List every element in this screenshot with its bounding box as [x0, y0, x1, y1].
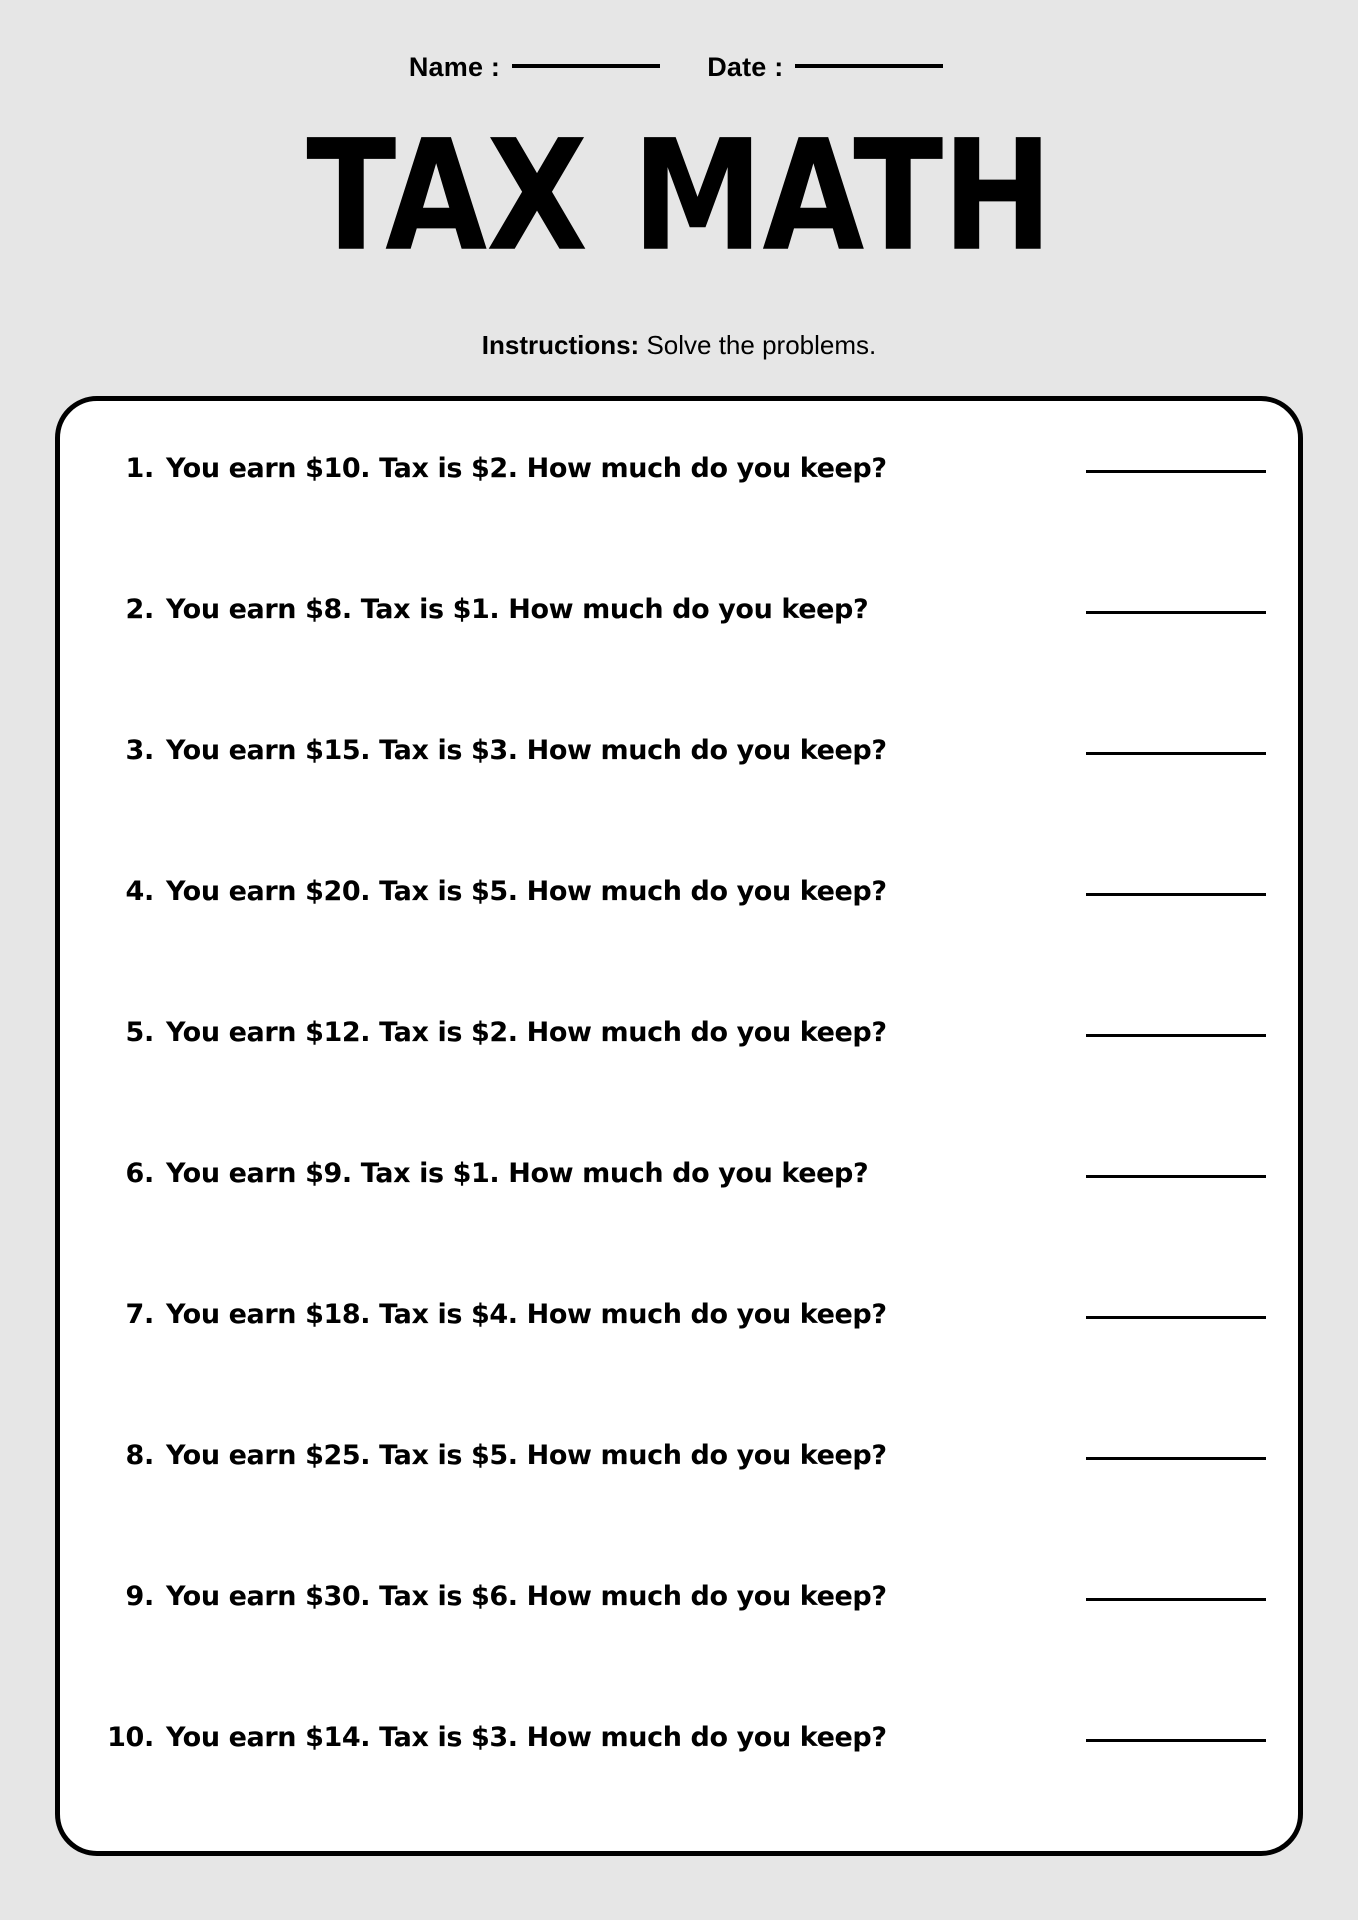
name-date-row — [0, 52, 1358, 83]
problem-list — [60, 401, 1298, 1851]
answer-blank-line[interactable] — [1086, 1316, 1266, 1319]
instructions-label: Instructions: — [481, 330, 640, 360]
answer-blank-line[interactable] — [1086, 470, 1266, 473]
problem-row — [82, 594, 1276, 735]
problem-row — [82, 1017, 1276, 1158]
problem-text: You earn $10. Tax is $2. How much do you keep? — [166, 453, 887, 484]
answer-blank-line[interactable] — [1086, 1457, 1266, 1460]
answer-blank-line[interactable] — [1086, 1034, 1266, 1037]
problem-number: 7. — [125, 1299, 154, 1330]
answer-blank-line[interactable] — [1086, 611, 1266, 614]
problem-row — [82, 1722, 1276, 1863]
problem-text: You earn $18. Tax is $4. How much do you keep? — [166, 1299, 887, 1330]
instructions-text: Solve the problems. — [639, 330, 877, 360]
problem-row — [82, 453, 1276, 594]
problem-number: 8. — [125, 1440, 154, 1471]
problem-row — [82, 1581, 1276, 1722]
problem-number: 5. — [125, 1017, 154, 1048]
answer-blank-line[interactable] — [1086, 752, 1266, 755]
problem-text: You earn $12. Tax is $2. How much do you keep? — [166, 1017, 887, 1048]
problem-row — [82, 1158, 1276, 1299]
problem-row — [82, 735, 1276, 876]
answer-blank-line[interactable] — [1086, 1739, 1266, 1742]
problem-text: You earn $15. Tax is $3. How much do you keep? — [166, 735, 887, 766]
problem-number: 3. — [125, 735, 154, 766]
problem-number: 2. — [125, 594, 154, 625]
answer-blank-line[interactable] — [1086, 1598, 1266, 1601]
name-label: Name : — [408, 52, 501, 82]
problem-row — [82, 1440, 1276, 1581]
problem-text: You earn $9. Tax is $1. How much do you keep? — [166, 1158, 869, 1189]
instructions-line — [0, 330, 1358, 361]
problem-text: You earn $30. Tax is $6. How much do you keep? — [166, 1581, 887, 1612]
problem-text: You earn $8. Tax is $1. How much do you keep? — [166, 594, 869, 625]
problem-row — [82, 876, 1276, 1017]
answer-blank-line[interactable] — [1086, 893, 1266, 896]
problem-text: You earn $14. Tax is $3. How much do you keep? — [166, 1722, 887, 1753]
problem-card — [55, 396, 1303, 1856]
problem-row — [82, 1299, 1276, 1440]
date-blank-line[interactable] — [795, 64, 943, 68]
answer-blank-line[interactable] — [1086, 1175, 1266, 1178]
problem-number: 9. — [125, 1581, 154, 1612]
name-blank-line[interactable] — [512, 64, 660, 68]
page-title: TAX MATH — [306, 107, 1052, 286]
problem-text: You earn $20. Tax is $5. How much do you keep? — [166, 876, 887, 907]
problem-number: 1. — [125, 453, 154, 484]
date-label: Date : — [707, 52, 784, 82]
problem-number: 4. — [125, 876, 154, 907]
problem-number: 6. — [125, 1158, 154, 1189]
problem-text: You earn $25. Tax is $5. How much do you keep? — [166, 1440, 887, 1471]
problem-number: 10. — [107, 1722, 154, 1753]
